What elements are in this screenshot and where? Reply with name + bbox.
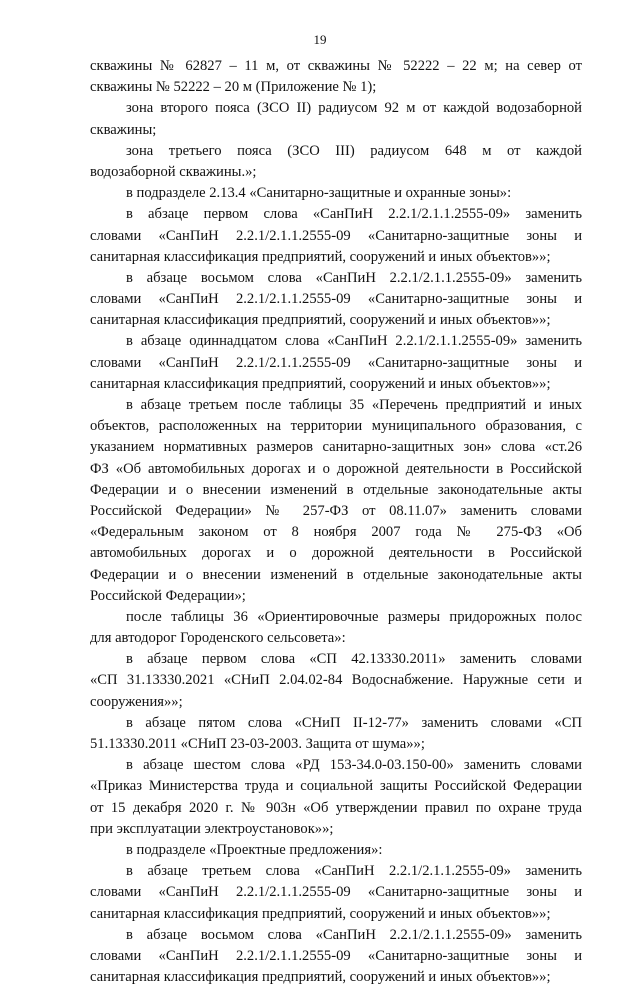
text-line: санитарная классификация предприятий, сооружений и иных объектов»»; — [90, 969, 551, 986]
text-line: словами «СанПиН 2.2.1/2.1.1.2555-09 «Санитарно-защитные зоны и — [90, 291, 582, 308]
text-line: при эксплуатации электроустановок»»; — [90, 820, 334, 837]
text-line: скважины № 62827 – 11 м, от скважины № 52222 – 22 м; на север от — [90, 58, 582, 74]
text-line: в абзаце первом слова «СП 42.13330.2011» заменить словами — [126, 651, 582, 668]
text-line: санитарная классификация предприятий, сооружений и иных объектов»»; — [90, 248, 551, 265]
page-number: 19 — [313, 32, 327, 47]
document-body — [90, 56, 582, 988]
text-line: словами «СанПиН 2.2.1/2.1.1.2555-09 «Санитарно-защитные зоны и — [90, 227, 582, 244]
text-line: в абзаце третьем после таблицы 35 «Перечень предприятий и иных — [126, 397, 582, 413]
text-line: указанием нормативных размеров санитарно-защитных зон» слова «ст.26 — [90, 439, 582, 456]
text-line: для автодорог Городенского сельсовета»: — [90, 630, 346, 647]
text-line: в абзаце восьмом слова «СанПиН 2.2.1/2.1.1.2555-09» заменить — [126, 269, 582, 286]
text-line: «Федеральным законом от 8 ноября 2007 года № 275-ФЗ «Об — [90, 524, 582, 541]
text-line: в подразделе «Проектные предложения»: — [126, 841, 383, 858]
text-line: 51.13330.2011 «СНиП 23-03-2003. Защита от шума»»; — [90, 736, 425, 752]
text-line: сооружения»»; — [90, 693, 183, 710]
text-line: ФЗ «Об автомобильных дорогах и о дорожной деятельности в Российской — [90, 460, 582, 477]
text-line: словами «СанПиН 2.2.1/2.1.1.2555-09 «Санитарно-защитные зоны и — [90, 354, 582, 371]
text-line: в абзаце восьмом слова «СанПиН 2.2.1/2.1.1.2555-09» заменить — [126, 926, 582, 943]
text-line: в абзаце шестом слова «РД 153-34.0-03.150-00» заменить словами — [126, 757, 582, 774]
text-line: Российской Федерации» № 257-ФЗ от 08.11.07» заменить словами — [90, 502, 582, 519]
text-line: санитарная классификация предприятий, сооружений и иных объектов»»; — [90, 375, 551, 392]
text-line: словами «СанПиН 2.2.1/2.1.1.2555-09 «Санитарно-защитные зоны и — [90, 884, 582, 901]
text-line: в абзаце одиннадцатом слова «СанПиН 2.2.1/2.1.1.2555-09» заменить — [126, 333, 582, 350]
text-line: Федерации и о внесении изменений в отдельные законодательные акты — [90, 481, 582, 498]
text-line: зона третьего пояса (ЗСО III) радиусом 648 м от каждой — [126, 142, 582, 159]
text-line: скважины № 52222 – 20 м (Приложение № 1); — [90, 79, 377, 96]
text-line: Российской Федерации»; — [90, 587, 246, 604]
text-line: санитарная классификация предприятий, сооружений и иных объектов»»; — [90, 905, 551, 922]
text-line: санитарная классификация предприятий, сооружений и иных объектов»»; — [90, 312, 551, 329]
text-line: водозаборной скважины.»; — [90, 163, 257, 180]
text-line: «Приказ Министерства труда и социальной защиты Российской Федерации — [90, 778, 582, 795]
text-line: Федерации и о внесении изменений в отдельные законодательные акты — [90, 566, 582, 583]
text-line: скважины; — [90, 121, 157, 138]
text-line: «СП 31.13330.2021 «СНиП 2.04.02-84 Водоснабжение. Наружные сети и — [90, 672, 582, 689]
text-line: словами «СанПиН 2.2.1/2.1.1.2555-09 «Санитарно-защитные зоны и — [90, 947, 582, 964]
text-line: от 15 декабря 2020 г. № 903н «Об утверждении правил по охране труда — [90, 799, 582, 816]
text-line: автомобильных дорогах и о дорожной деятельности в Российской — [90, 545, 582, 562]
text-line: в абзаце третьем слова «СанПиН 2.2.1/2.1.1.2555-09» заменить — [126, 863, 582, 880]
text-line: в абзаце пятом слова «СНиП II-12-77» заменить словами «СП — [126, 714, 582, 731]
text-line: зона второго пояса (ЗСО II) радиусом 92 м от каждой водозаборной — [126, 100, 582, 117]
text-line: после таблицы 36 «Ориентировочные размеры придорожных полос — [126, 608, 582, 625]
text-line: в подразделе 2.13.4 «Санитарно-защитные и охранные зоны»: — [126, 185, 512, 202]
text-line: в абзаце первом слова «СанПиН 2.2.1/2.1.1.2555-09» заменить — [126, 206, 582, 223]
text-line: объектов, расположенных на территории муниципального образования, с — [90, 418, 582, 435]
